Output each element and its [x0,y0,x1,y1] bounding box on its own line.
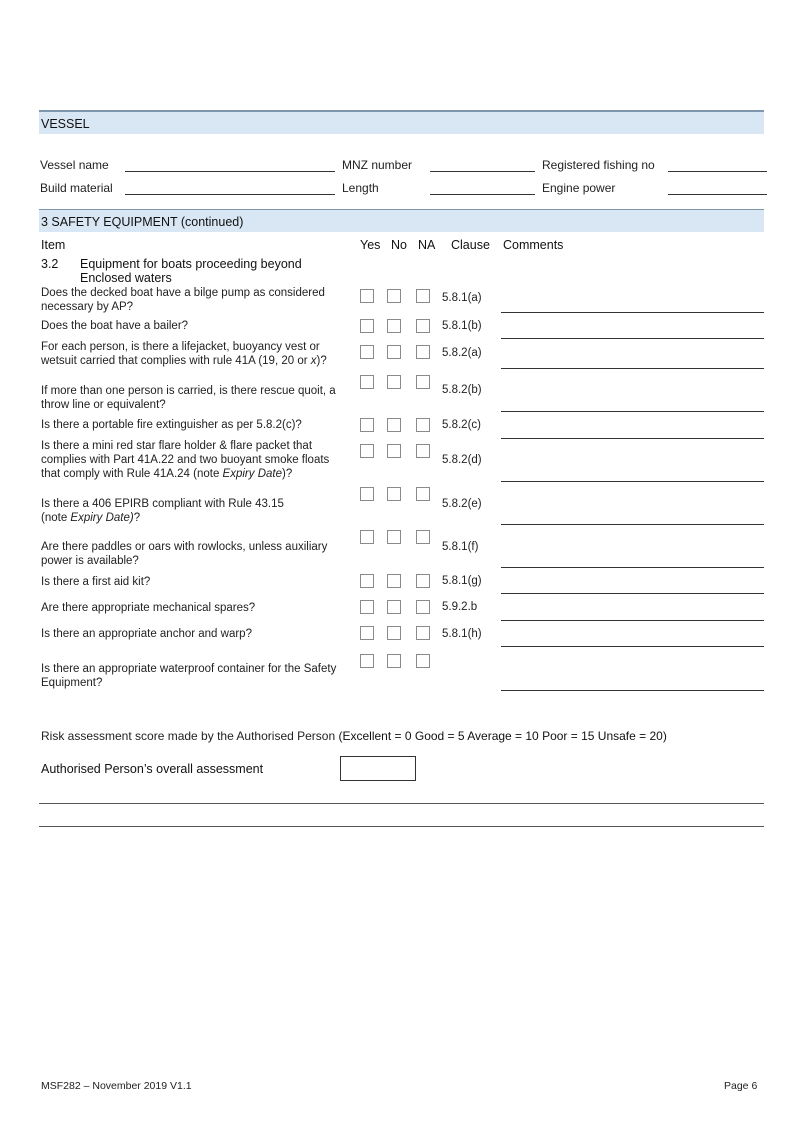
question-11-no-checkbox[interactable] [387,626,401,640]
build-material-label: Build material [40,181,113,195]
question-12-na-checkbox[interactable] [416,654,430,668]
section-heading [39,209,764,232]
question-8-no-checkbox[interactable] [387,530,401,544]
question-2 [41,319,356,333]
question-3-line-1: For each person, is there a lifejacket, buoyancy vest or [41,341,320,353]
question-2-line-1: Does the boat have a bailer? [41,320,189,332]
question-2-yes-checkbox[interactable] [360,319,374,333]
question-12 [41,662,356,690]
engine-power-label: Engine power [542,181,616,195]
question-8-clause: 5.8.1(f) [442,541,479,553]
question-4-line-1: If more than one person is carried, is there rescue quoit, a [41,385,336,397]
question-6-clause: 5.8.2(d) [442,454,482,466]
subsection-number: 3.2 [41,257,59,271]
question-10-line-1: Are there appropriate mechanical spares? [41,602,256,614]
question-2-no-checkbox[interactable] [387,319,401,333]
build-material-field[interactable] [125,194,335,195]
question-7-na-checkbox[interactable] [416,487,430,501]
question-7-line-2-italic: Expiry Date) [70,512,134,524]
question-9-yes-checkbox[interactable] [360,574,374,588]
question-7-line-1: Is there a 406 EPIRB compliant with Rule 43.15 [41,498,284,510]
question-9-no-checkbox[interactable] [387,574,401,588]
question-11-line-1: Is there an appropriate anchor and warp? [41,628,252,640]
question-1 [41,286,356,314]
question-3-no-checkbox[interactable] [387,345,401,359]
footer-form-id: MSF282 – November 2019 V1.1 [41,1080,192,1092]
question-6-yes-checkbox[interactable] [360,444,374,458]
registered-fishing-label: Registered fishing no [542,158,655,172]
question-9-clause: 5.8.1(g) [442,575,482,587]
question-10-clause: 5.9.2.b [442,601,478,613]
risk-text: Risk assessment score made by the Authorised Person [41,729,339,743]
question-9-na-checkbox[interactable] [416,574,430,588]
question-5-yes-checkbox[interactable] [360,418,374,432]
question-11-comment-field[interactable] [501,646,764,647]
question-2-clause: 5.8.1(b) [442,320,482,332]
question-10-no-checkbox[interactable] [387,600,401,614]
question-6-line-3: that comply with Rule 41A.24 (note Expiry Date)? [41,468,293,480]
section-heading-text: 3 SAFETY EQUIPMENT (continued) [41,215,244,229]
question-1-line-1: Does the decked boat have a bilge pump as considered [41,287,325,299]
vessel-name-label: Vessel name [40,158,109,172]
col-no: No [391,238,407,252]
mnz-number-label: MNZ number [342,158,413,172]
overall-assessment-box[interactable] [340,756,416,781]
question-7-comment-field[interactable] [501,524,764,525]
question-8-na-checkbox[interactable] [416,530,430,544]
question-12-line-1: Is there an appropriate waterproof container for the Safety [41,663,337,675]
question-12-comment-field[interactable] [501,690,764,691]
question-3-line-2: wetsuit carried that complies with rule 41A (19, 20 or x)? [41,355,327,367]
question-2-na-checkbox[interactable] [416,319,430,333]
question-9-comment-field[interactable] [501,593,764,594]
question-11-na-checkbox[interactable] [416,626,430,640]
question-4-no-checkbox[interactable] [387,375,401,389]
length-label: Length [342,181,379,195]
question-11 [41,627,356,641]
question-3-line-2-italic: x [310,355,317,367]
col-yes: Yes [360,238,381,252]
question-12-yes-checkbox[interactable] [360,654,374,668]
question-3 [41,340,356,368]
question-1-na-checkbox[interactable] [416,289,430,303]
question-5-clause: 5.8.2(c) [442,419,481,431]
question-11-yes-checkbox[interactable] [360,626,374,640]
question-4-yes-checkbox[interactable] [360,375,374,389]
question-8-line-1: Are there paddles or oars with rowlocks, unless auxiliary [41,541,328,553]
mnz-number-field[interactable] [430,171,535,172]
question-5-na-checkbox[interactable] [416,418,430,432]
vessel-heading-text: VESSEL [41,117,90,131]
question-7-clause: 5.8.2(e) [442,498,482,510]
question-8-line-2: power is available? [41,555,139,567]
question-7-yes-checkbox[interactable] [360,487,374,501]
overall-assessment-label: Authorised Person’s overall assessment [41,762,264,776]
question-10 [41,601,356,615]
question-2-comment-field[interactable] [501,338,764,339]
vessel-name-field[interactable] [125,171,335,172]
question-3-comment-field[interactable] [501,368,764,369]
question-6-line-2: complies with Part 41A.22 and two buoyant smoke floats [41,454,330,466]
question-4-line-2: throw line or equivalent? [41,399,166,411]
question-4-na-checkbox[interactable] [416,375,430,389]
question-4-clause: 5.8.2(b) [442,384,482,396]
question-1-clause: 5.8.1(a) [442,292,482,304]
col-comments: Comments [503,238,564,252]
question-6-no-checkbox[interactable] [387,444,401,458]
question-5-line-1: Is there a portable fire extinguisher as per 5.8.2(c)? [41,419,302,431]
length-field[interactable] [430,194,535,195]
assessment-line-2[interactable] [39,826,764,827]
question-8-yes-checkbox[interactable] [360,530,374,544]
question-6 [41,439,356,481]
question-6-line-3-italic: Expiry Date [222,468,282,480]
question-5 [41,418,356,432]
question-1-no-checkbox[interactable] [387,289,401,303]
question-6-line-1: Is there a mini red star flare holder & flare packet that [41,440,313,452]
question-10-na-checkbox[interactable] [416,600,430,614]
question-7-line-2: (note Expiry Date)? [41,512,141,524]
question-7-no-checkbox[interactable] [387,487,401,501]
question-9 [41,575,356,589]
col-clause: Clause [451,238,490,252]
question-6-na-checkbox[interactable] [416,444,430,458]
question-12-no-checkbox[interactable] [387,654,401,668]
question-12-line-2: Equipment? [41,677,103,689]
risk-assessment [41,729,667,743]
question-11-clause: 5.8.1(h) [442,628,482,640]
question-1-comment-field[interactable] [501,312,764,313]
question-6-comment-field[interactable] [501,481,764,482]
registered-fishing-field[interactable] [668,171,767,172]
question-4-comment-field[interactable] [501,411,764,412]
question-7 [41,497,356,525]
question-1-yes-checkbox[interactable] [360,289,374,303]
question-3-clause: 5.8.2(a) [442,347,482,359]
col-item: Item [41,238,66,252]
question-10-yes-checkbox[interactable] [360,600,374,614]
question-5-no-checkbox[interactable] [387,418,401,432]
question-8-comment-field[interactable] [501,567,764,568]
question-9-line-1: Is there a first aid kit? [41,576,151,588]
risk-scale: (Excellent = 0 Good = 5 Average = 10 Poor = 15 Unsafe = 20) [338,729,667,743]
question-3-yes-checkbox[interactable] [360,345,374,359]
col-na: NA [418,238,436,252]
question-4 [41,384,356,412]
question-8 [41,540,356,568]
question-1-line-2: necessary by AP? [41,301,134,313]
question-10-comment-field[interactable] [501,620,764,621]
footer-page-number: Page 6 [724,1080,758,1092]
assessment-line-1[interactable] [39,803,764,804]
vessel-heading [39,111,764,134]
engine-power-field[interactable] [668,194,767,195]
question-5-comment-field[interactable] [501,438,764,439]
question-3-na-checkbox[interactable] [416,345,430,359]
subsection-title-2: Enclosed waters [80,271,172,285]
subsection-title-1: Equipment for boats proceeding beyond [80,257,302,271]
